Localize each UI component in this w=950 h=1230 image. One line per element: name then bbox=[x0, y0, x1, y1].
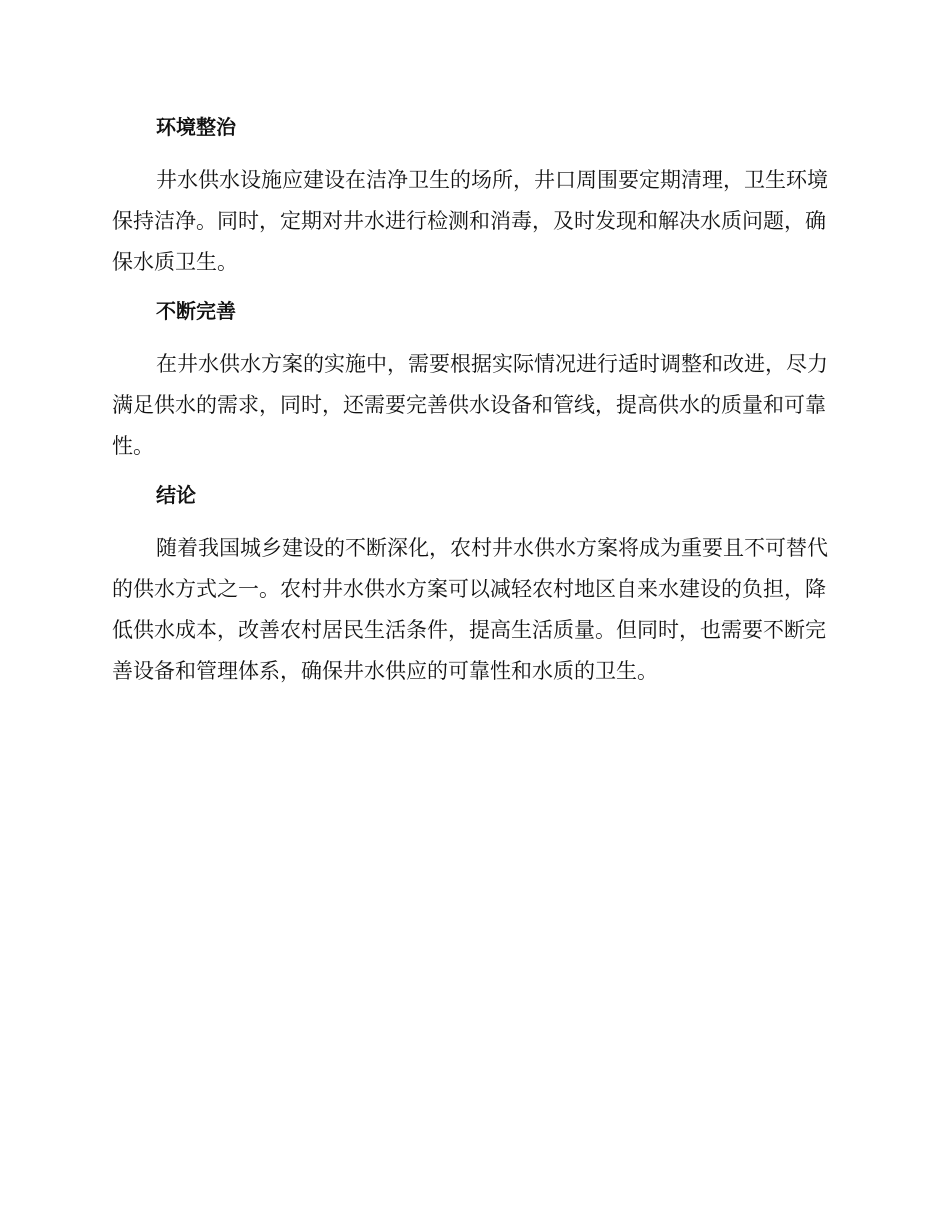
section-heading: 不断完善 bbox=[156, 299, 236, 323]
section-paragraph: 在井水供水方案的实施中，需要根据实际情况进行适时调整和改进，尽力满足供水的需求，同时，还需要完善供水设备和管线，提高供水的质量和可靠性。 bbox=[112, 352, 828, 458]
section-paragraph: 随着我国城乡建设的不断深化，农村井水供水方案将成为重要且不可替代的供水方式之一。农村井水供水方案可以减轻农村地区自来水建设的负担，降低供水成本，改善农村居民生活条件，提高生活质量。但同时，也需要不断完善设备和管理体系，确保井水供应的可靠性和水质的卫生。 bbox=[112, 536, 828, 683]
section-paragraph: 井水供水设施应建设在洁净卫生的场所，井口周围要定期清理，卫生环境保持洁净。同时，定期对井水进行检测和消毒，及时发现和解决水质问题，确保水质卫生。 bbox=[112, 168, 828, 274]
document-body bbox=[112, 107, 832, 692]
section-improvement bbox=[112, 291, 832, 467]
section-heading: 环境整治 bbox=[156, 115, 236, 139]
section-conclusion bbox=[112, 475, 832, 692]
section-environment bbox=[112, 107, 832, 283]
section-heading: 结论 bbox=[156, 483, 196, 507]
